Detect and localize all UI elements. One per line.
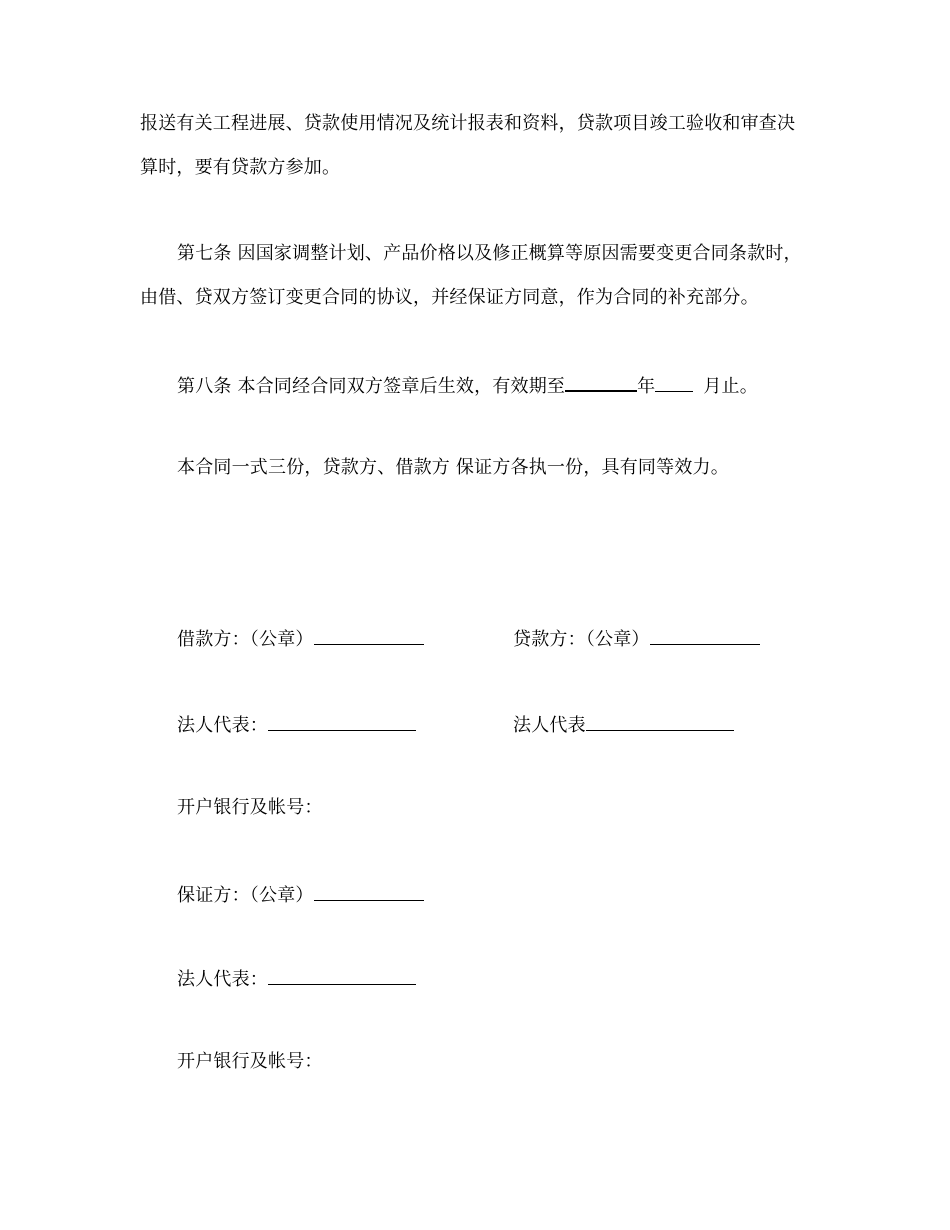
- lender-seal-row: [513, 626, 760, 652]
- article-8-prefix: 第八条 本合同经合同双方签章后生效，有效期至: [177, 376, 566, 397]
- paragraph-continued-line-2: 算时，要有贷款方参加。: [140, 157, 341, 178]
- expiry-year-blank[interactable]: [565, 372, 637, 392]
- borrower-rep-row: [177, 712, 416, 738]
- article-8: [177, 372, 758, 399]
- guarantor-rep-label: 法人代表：: [177, 969, 268, 990]
- guarantor-seal-blank[interactable]: [314, 882, 424, 901]
- lender-rep-blank[interactable]: [586, 712, 734, 731]
- guarantor-seal-label: 保证方：（公章）: [177, 885, 314, 906]
- guarantor-seal-row: [177, 882, 424, 908]
- borrower-rep-label: 法人代表：: [177, 715, 268, 736]
- borrower-seal-blank[interactable]: [314, 626, 424, 645]
- borrower-seal-label: 借款方：（公章）: [177, 629, 314, 650]
- expiry-month-blank[interactable]: [655, 373, 693, 392]
- guarantor-rep-row: [177, 966, 416, 992]
- guarantor-bank-account: 开户银行及帐号：: [177, 1051, 323, 1072]
- lender-rep-label: 法人代表: [513, 715, 586, 736]
- lender-seal-blank[interactable]: [650, 626, 760, 645]
- paragraph-continued-line-1: 报送有关工程进展、贷款使用情况及统计报表和资料，贷款项目竣工验收和审查决: [140, 113, 796, 134]
- guarantor-rep-blank[interactable]: [268, 966, 416, 985]
- borrower-bank-account: 开户银行及帐号：: [177, 797, 323, 818]
- article-7-line-2: 由借、贷双方签订变更合同的协议，并经保证方同意，作为合同的补充部分。: [140, 287, 759, 308]
- article-8-month-label: 月止。: [703, 376, 758, 397]
- borrower-seal-row: [177, 626, 424, 652]
- copies-clause: 本合同一式三份，贷款方、借款方 保证方各执一份，具有同等效力。: [177, 457, 729, 478]
- article-8-year-label: 年: [637, 376, 656, 397]
- borrower-rep-blank[interactable]: [268, 712, 416, 731]
- article-7-line-1: 第七条 因国家调整计划、产品价格以及修正概算等原因需要变更合同条款时，: [177, 243, 802, 264]
- lender-seal-label: 贷款方：（公章）: [513, 629, 650, 650]
- lender-rep-row: [513, 712, 734, 738]
